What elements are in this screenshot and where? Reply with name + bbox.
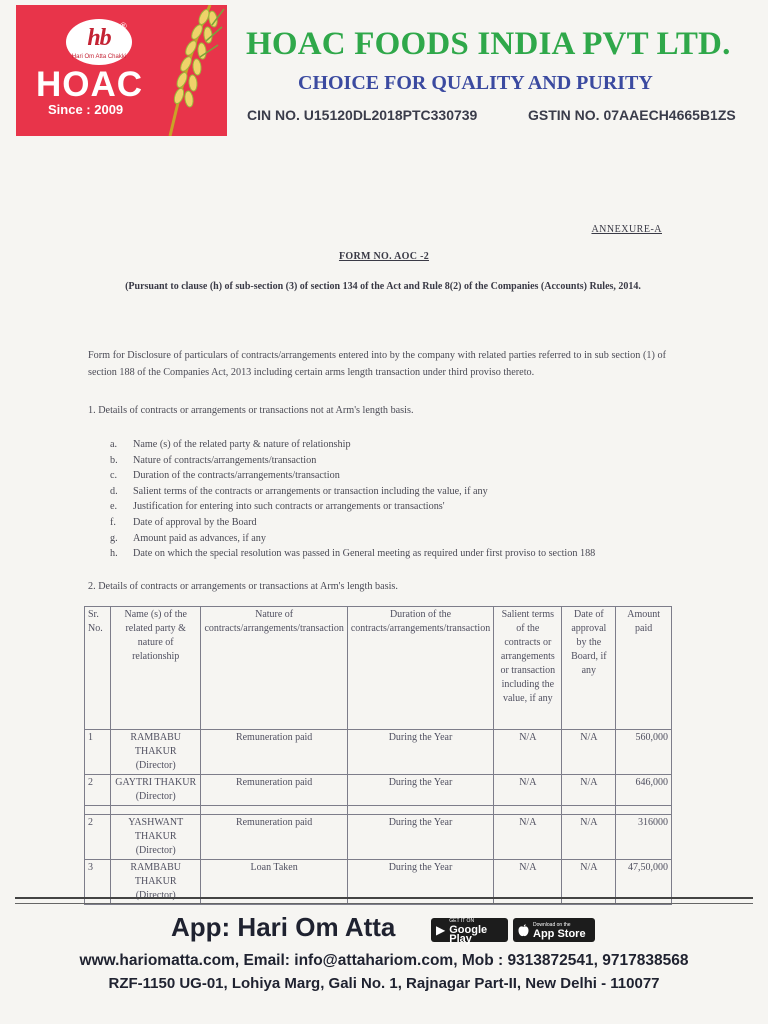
table-spacer-row <box>85 806 672 815</box>
play-icon: ▶ <box>436 923 446 937</box>
cell-name <box>110 730 200 775</box>
section-1-heading: 1. Details of contracts or arrangements or transactions not at Arm's length basis. <box>88 405 414 416</box>
cell-approval: N/A <box>562 815 616 860</box>
google-play-badge[interactable] <box>431 917 508 945</box>
section-2-heading: 2. Details of contracts or arrangements or transactions at Arm's length basis. <box>88 581 398 592</box>
header-approval: Date of approval by the Board, if any <box>562 607 616 730</box>
list-item <box>110 468 670 484</box>
cell-sr: 1 <box>85 730 111 775</box>
contact-line: www.hariomatta.com, Email: info@attahariom.com, Mob : 9313872541, 9717838568 <box>79 952 689 969</box>
spacer-cell <box>616 806 672 815</box>
list-item <box>110 515 670 531</box>
cell-duration: During the Year <box>347 860 493 905</box>
cell-terms: N/A <box>494 730 562 775</box>
item-letter: g. <box>110 532 118 544</box>
header-amount: Amount paid <box>616 607 672 730</box>
cin-number: CIN NO. U15120DL2018PTC330739 <box>247 107 478 123</box>
cell-amount: 47,50,000 <box>616 860 672 905</box>
cell-name <box>110 815 200 860</box>
cell-sr: 2 <box>85 775 111 806</box>
logo-monogram: hb <box>87 25 111 51</box>
cell-nature: Remuneration paid <box>201 815 347 860</box>
item-letter: c. <box>110 470 118 482</box>
party-name: GAYTRI THAKUR <box>115 777 197 788</box>
item-letter: e. <box>110 501 118 513</box>
section-1-items <box>110 437 670 562</box>
item-letter: h. <box>110 548 118 560</box>
list-item <box>110 484 670 500</box>
item-letter: b. <box>110 454 118 466</box>
header-terms: Salient terms of the contracts or arrangements or transaction including the value, if any <box>494 607 562 730</box>
registered-mark: ® <box>120 21 127 31</box>
app-store-badge[interactable] <box>513 918 595 942</box>
list-item <box>110 453 670 469</box>
spacer-cell <box>85 806 111 815</box>
item-letter: f. <box>110 516 116 528</box>
pursuant-clause: (Pursuant to clause (h) of sub-section (3) of section 134 of the Act and Rule 8(2) of the Companies (Accounts) Rules, 2014. <box>125 281 641 292</box>
spacer-cell <box>201 806 347 815</box>
spacer-cell <box>562 806 616 815</box>
cell-nature: Loan Taken <box>201 860 347 905</box>
list-item <box>110 531 670 547</box>
spacer-cell <box>347 806 493 815</box>
logo-brand: HOAC <box>36 65 144 104</box>
app-store-label: App Store <box>533 928 586 940</box>
related-party-table <box>84 606 672 905</box>
cell-terms: N/A <box>494 775 562 806</box>
cell-approval: N/A <box>562 730 616 775</box>
party-role: (Director) <box>135 791 176 802</box>
list-item <box>110 546 670 562</box>
cell-amount: 560,000 <box>616 730 672 775</box>
logo-subtext: Hari Om Atta Chakki <box>71 54 127 60</box>
item-text: Amount paid as advances, if any <box>133 532 266 544</box>
item-text: Duration of the contracts/arrangements/transaction <box>133 470 340 482</box>
wheat-icon <box>166 5 227 136</box>
company-logo <box>16 5 227 136</box>
apple-icon <box>518 924 529 937</box>
list-item <box>110 437 670 453</box>
cell-amount: 316000 <box>616 815 672 860</box>
table-header-row <box>85 607 672 730</box>
google-play-small: GET IT ON <box>449 917 475 924</box>
company-tagline: CHOICE FOR QUALITY AND PURITY <box>298 72 653 94</box>
form-number: FORM NO. AOC -2 <box>338 251 430 262</box>
cell-sr: 3 <box>85 860 111 905</box>
spacer-cell <box>494 806 562 815</box>
cell-duration: During the Year <box>347 815 493 860</box>
cell-terms: N/A <box>494 815 562 860</box>
table-row <box>85 730 672 775</box>
address-line: RZF-1150 UG-01, Lohiya Marg, Gali No. 1, Rajnagar Part-II, New Delhi - 110077 <box>108 975 660 992</box>
party-role: (Director) <box>135 890 176 901</box>
gstin-number: GSTIN NO. 07AAECH4665B1ZS <box>528 107 736 123</box>
party-name: RAMBABU THAKUR <box>130 862 181 887</box>
company-name: HOAC FOODS INDIA PVT LTD. <box>246 26 731 62</box>
party-name: RAMBABU THAKUR <box>130 732 181 757</box>
cell-terms: N/A <box>494 860 562 905</box>
party-name: YASHWANT THAKUR <box>128 817 184 842</box>
table-row <box>85 775 672 806</box>
header-duration: Duration of the contracts/arrangements/transaction <box>347 607 493 730</box>
item-text: Name (s) of the related party & nature of relationship <box>133 439 351 450</box>
cell-amount: 646,000 <box>616 775 672 806</box>
cell-duration: During the Year <box>347 730 493 775</box>
header-name: Name (s) of the related party & nature of relationship <box>110 607 200 730</box>
party-role: (Director) <box>135 760 176 771</box>
annexure-label: ANNEXURE-A <box>591 224 662 235</box>
item-text: Justification for entering into such contracts or arrangements or transactions' <box>133 501 445 513</box>
party-role: (Director) <box>135 845 176 856</box>
item-text: Date on which the special resolution was passed in General meeting as required under first proviso to section 188 <box>133 548 596 560</box>
item-letter: a. <box>110 439 118 450</box>
cell-approval: N/A <box>562 860 616 905</box>
item-text: Salient terms of the contracts or arrangements or transaction including the value, if any <box>133 485 488 497</box>
header-sr-no: Sr. No. <box>85 607 111 730</box>
cell-duration: During the Year <box>347 775 493 806</box>
header-nature: Nature of contracts/arrangements/transaction <box>201 607 347 730</box>
table-row <box>85 815 672 860</box>
intro-paragraph: Form for Disclosure of particulars of contracts/arrangements entered into by the company with related parties referred to in sub section (1) of section 188 of the Companies Act, 2013 including certain arms length transaction under third proviso thereto. <box>88 350 666 378</box>
footer-divider-thin <box>15 903 753 904</box>
item-text: Date of approval by the Board <box>133 516 257 528</box>
app-promo-title: App: Hari Om Atta <box>171 912 396 942</box>
app-store-small: Download on the <box>533 922 571 928</box>
list-item <box>110 499 670 515</box>
cell-sr: 2 <box>85 815 111 860</box>
cell-approval: N/A <box>562 775 616 806</box>
item-letter: d. <box>110 485 118 497</box>
cell-name <box>110 775 200 806</box>
google-play-label: Google Play <box>449 923 488 945</box>
item-text: Nature of contracts/arrangements/transaction <box>133 454 317 466</box>
footer-divider <box>15 897 753 899</box>
spacer-cell <box>110 806 200 815</box>
cell-nature: Remuneration paid <box>201 775 347 806</box>
cell-nature: Remuneration paid <box>201 730 347 775</box>
logo-since: Since : 2009 <box>48 102 124 117</box>
